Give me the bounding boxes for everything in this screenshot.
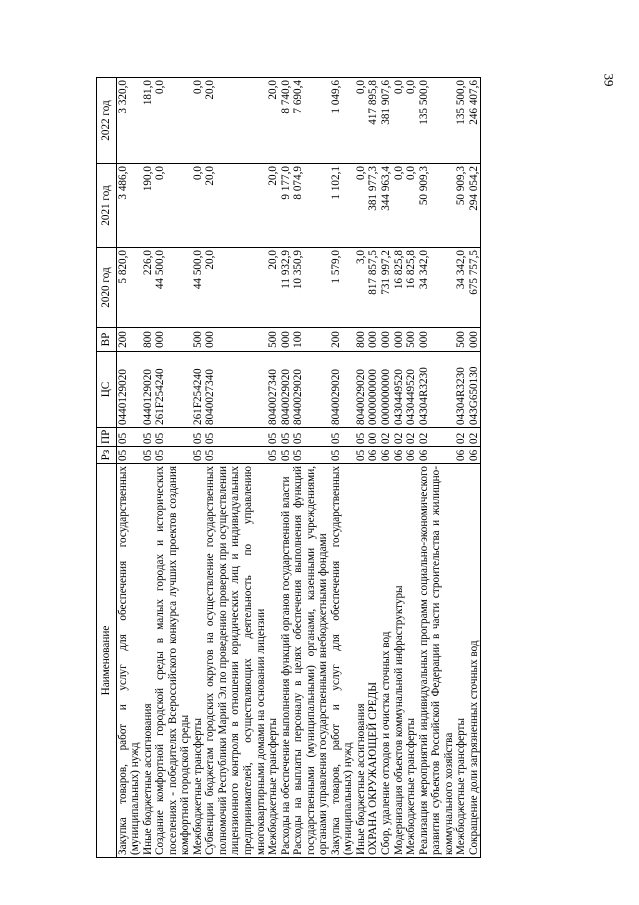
- cell-2021: 0,0: [355, 164, 368, 248]
- cell-2022: 181,0: [142, 78, 155, 164]
- header-2022: 2022 год: [97, 78, 117, 164]
- cell-2022: 7 690,4: [292, 78, 330, 164]
- cell-vr: 000: [380, 328, 393, 352]
- cell-name: Сокращение доли загрязненных сточных вод: [468, 464, 481, 858]
- cell-2020: 731 997,2: [380, 248, 393, 328]
- cell-2020: 44 500,0: [192, 248, 205, 328]
- cell-vr: 000: [280, 328, 293, 352]
- cell-pr: 05: [280, 428, 293, 447]
- cell-2022: 0,0: [154, 78, 192, 164]
- cell-cs: 8040027340: [204, 352, 267, 428]
- table-row: [367, 78, 380, 858]
- cell-pr: 05: [292, 428, 330, 447]
- cell-cs: 261F254240: [154, 352, 192, 428]
- cell-vr: 000: [393, 328, 406, 352]
- cell-pr: 02: [405, 428, 418, 447]
- cell-pr: 05: [355, 428, 368, 447]
- cell-vr: 500: [192, 328, 205, 352]
- cell-rz: 05: [267, 447, 280, 464]
- cell-2022: 246 407,6: [468, 78, 481, 164]
- cell-2020: 20,0: [267, 248, 280, 328]
- cell-rz: 05: [330, 447, 355, 464]
- cell-2021: 0,0: [405, 164, 418, 248]
- cell-vr: 000: [154, 328, 192, 352]
- cell-2022: 0,0: [355, 78, 368, 164]
- header-name: Наименование: [97, 464, 117, 858]
- table-row: [292, 78, 330, 858]
- cell-rz: 05: [154, 447, 192, 464]
- cell-2022: 20,0: [267, 78, 280, 164]
- cell-pr: 00: [367, 428, 380, 447]
- cell-2022: 8 740,0: [280, 78, 293, 164]
- cell-rz: 06: [393, 447, 406, 464]
- header-pr: ПР: [97, 428, 117, 447]
- cell-2021: 0,0: [393, 164, 406, 248]
- cell-2020: 16 825,8: [405, 248, 418, 328]
- cell-pr: 02: [455, 428, 468, 447]
- cell-cs: 0440129020: [116, 352, 142, 428]
- table-row: [380, 78, 393, 858]
- cell-pr: 05: [116, 428, 142, 447]
- cell-rz: 05: [192, 447, 205, 464]
- cell-2020: 817 857,5: [367, 248, 380, 328]
- cell-rz: 05: [204, 447, 267, 464]
- cell-rz: 06: [468, 447, 481, 464]
- cell-2022: 3 320,0: [116, 78, 142, 164]
- cell-name: Закупка товаров, работ и услуг для обеспечения государственных (муниципальных) нужд: [330, 464, 355, 858]
- table-row: [418, 78, 456, 858]
- cell-pr: 05: [267, 428, 280, 447]
- cell-2021: 1 102,1: [330, 164, 355, 248]
- cell-2020: 10 350,9: [292, 248, 330, 328]
- cell-2020: 34 342,0: [455, 248, 468, 328]
- table-row: [330, 78, 355, 858]
- cell-2022: 0,0: [393, 78, 406, 164]
- cell-2021: 20,0: [267, 164, 280, 248]
- cell-name: Создание комфортной городской среды в малых городах и исторических поселениях - победителях Всероссийского конкурса лучших проектов создания комфортной городской среды: [154, 464, 192, 858]
- header-vr: ВР: [97, 328, 117, 352]
- cell-vr: 800: [142, 328, 155, 352]
- cell-rz: 05: [116, 447, 142, 464]
- table-row: [405, 78, 418, 858]
- cell-2022: 135 500,0: [418, 78, 456, 164]
- cell-cs: 8040027340: [267, 352, 280, 428]
- cell-2022: 0,0: [192, 78, 205, 164]
- cell-2020: 3,0: [355, 248, 368, 328]
- cell-name: ОХРАНА ОКРУЖАЮЩЕЙ СРЕДЫ: [367, 464, 380, 858]
- table-row: [455, 78, 468, 858]
- cell-2020: 5 820,0: [116, 248, 142, 328]
- table-row: [192, 78, 205, 858]
- cell-2020: 16 825,8: [393, 248, 406, 328]
- cell-2021: 190,0: [142, 164, 155, 248]
- cell-2021: 9 177,0: [280, 164, 293, 248]
- cell-2021: 344 963,4: [380, 164, 393, 248]
- cell-name: Иные бюджетные ассигнования: [142, 464, 155, 858]
- budget-table: [96, 77, 481, 858]
- cell-2022: 1 049,6: [330, 78, 355, 164]
- cell-vr: 500: [267, 328, 280, 352]
- cell-cs: 8040029020: [280, 352, 293, 428]
- cell-name: Модернизация объектов коммунальной инфраструктуры: [393, 464, 406, 858]
- table-row: [267, 78, 280, 858]
- cell-name: Межбюджетные трансферты: [405, 464, 418, 858]
- cell-name: Сбор, удаление отходов и очистка сточных вод: [380, 464, 393, 858]
- cell-2021: 50 909,3: [418, 164, 456, 248]
- cell-vr: 500: [455, 328, 468, 352]
- cell-name: Расходы на обеспечение выполнения функций органов государственной власти: [280, 464, 293, 858]
- cell-cs: 0000000000: [367, 352, 380, 428]
- cell-vr: 000: [418, 328, 456, 352]
- cell-2021: 50 909,3: [455, 164, 468, 248]
- cell-cs: 8040029020: [330, 352, 355, 428]
- cell-2021: 3 486,0: [116, 164, 142, 248]
- cell-pr: 02: [380, 428, 393, 447]
- cell-cs: 0430449520: [393, 352, 406, 428]
- cell-2021: 381 977,3: [367, 164, 380, 248]
- cell-vr: 100: [292, 328, 330, 352]
- header-rz: Рз: [97, 447, 117, 464]
- cell-pr: 02: [418, 428, 456, 447]
- header-cs: ЦС: [97, 352, 117, 428]
- table-header-row: [97, 78, 117, 858]
- cell-name: Реализация мероприятий индивидуальных программ социально-экономического развития субъектов Российской Федерации в части строительства и жилищно-коммунального хозяйства: [418, 464, 456, 858]
- cell-2021: 294 054,2: [468, 164, 481, 248]
- cell-cs: 04304R3230: [418, 352, 456, 428]
- cell-pr: 05: [142, 428, 155, 447]
- cell-2020: 34 342,0: [418, 248, 456, 328]
- cell-2021: 8 074,9: [292, 164, 330, 248]
- cell-name: Расходы на выплаты персоналу в целях обеспечения выполнения функций государственными (муниципальными) органами, казенными учреждениями, органами управления государственными внебюджетными фондами: [292, 464, 330, 858]
- table-row: [393, 78, 406, 858]
- table-row: [116, 78, 142, 858]
- cell-name: Межбюджетные трансферты: [455, 464, 468, 858]
- cell-name: Субвенции бюджетам городских округов на осуществление государственных полномочий Республики Марий Эл по проведению проверок при осуществлении лицензионного контроля в отношении юридических лиц и индивидуальных предпринимателей, осуществляющих деятельность по управлению многоквартирными домами на основании лицензии: [204, 464, 267, 858]
- table-row: [204, 78, 267, 858]
- cell-vr: 200: [330, 328, 355, 352]
- cell-2020: 226,0: [142, 248, 155, 328]
- cell-rz: 06: [405, 447, 418, 464]
- cell-vr: 000: [204, 328, 267, 352]
- cell-2020: 44 500,0: [154, 248, 192, 328]
- cell-rz: 05: [292, 447, 330, 464]
- table-row: [142, 78, 155, 858]
- cell-rz: 05: [280, 447, 293, 464]
- cell-vr: 500: [405, 328, 418, 352]
- cell-cs: 8040029020: [292, 352, 330, 428]
- cell-name: Иные бюджетные ассигнования: [355, 464, 368, 858]
- cell-rz: 06: [380, 447, 393, 464]
- cell-pr: 02: [468, 428, 481, 447]
- header-2020: 2020 год: [97, 248, 117, 328]
- cell-2022: 417 895,8: [367, 78, 380, 164]
- cell-2022: 381 907,6: [380, 78, 393, 164]
- cell-2022: 0,0: [405, 78, 418, 164]
- cell-2020: 675 757,5: [468, 248, 481, 328]
- cell-rz: 05: [142, 447, 155, 464]
- rotated-page-content: [96, 78, 606, 858]
- cell-cs: 0430449520: [405, 352, 418, 428]
- cell-cs: 043G650130: [468, 352, 481, 428]
- table-row: [355, 78, 368, 858]
- cell-cs: 04304R3230: [455, 352, 468, 428]
- cell-pr: 05: [154, 428, 192, 447]
- table-row: [154, 78, 192, 858]
- cell-vr: 000: [367, 328, 380, 352]
- cell-rz: 06: [418, 447, 456, 464]
- cell-2021: 20,0: [204, 164, 267, 248]
- cell-pr: 05: [192, 428, 205, 447]
- cell-vr: 800: [355, 328, 368, 352]
- table-row: [468, 78, 481, 858]
- cell-2020: 1 579,0: [330, 248, 355, 328]
- cell-vr: 200: [116, 328, 142, 352]
- cell-2020: 20,0: [204, 248, 267, 328]
- cell-2022: 20,0: [204, 78, 267, 164]
- cell-pr: 05: [330, 428, 355, 447]
- cell-name: Межбюджетные трансферты: [192, 464, 205, 858]
- cell-pr: 05: [204, 428, 267, 447]
- header-2021: 2021 год: [97, 164, 117, 248]
- cell-cs: 261F254240: [192, 352, 205, 428]
- page-number: 39: [601, 73, 617, 87]
- cell-2022: 135 500,0: [455, 78, 468, 164]
- table-row: [280, 78, 293, 858]
- cell-rz: 06: [367, 447, 380, 464]
- cell-vr: 000: [468, 328, 481, 352]
- cell-2021: 0,0: [154, 164, 192, 248]
- cell-name: Закупка товаров, работ и услуг для обеспечения государственных (муниципальных) нужд: [116, 464, 142, 858]
- cell-cs: 0440129020: [142, 352, 155, 428]
- cell-pr: 02: [393, 428, 406, 447]
- cell-rz: 06: [455, 447, 468, 464]
- cell-rz: 05: [355, 447, 368, 464]
- cell-cs: 0000000000: [380, 352, 393, 428]
- cell-cs: 8040029020: [355, 352, 368, 428]
- table-body: [116, 78, 481, 858]
- cell-2021: 0,0: [192, 164, 205, 248]
- cell-2020: 11 932,9: [280, 248, 293, 328]
- cell-name: Межбюджетные трансферты: [267, 464, 280, 858]
